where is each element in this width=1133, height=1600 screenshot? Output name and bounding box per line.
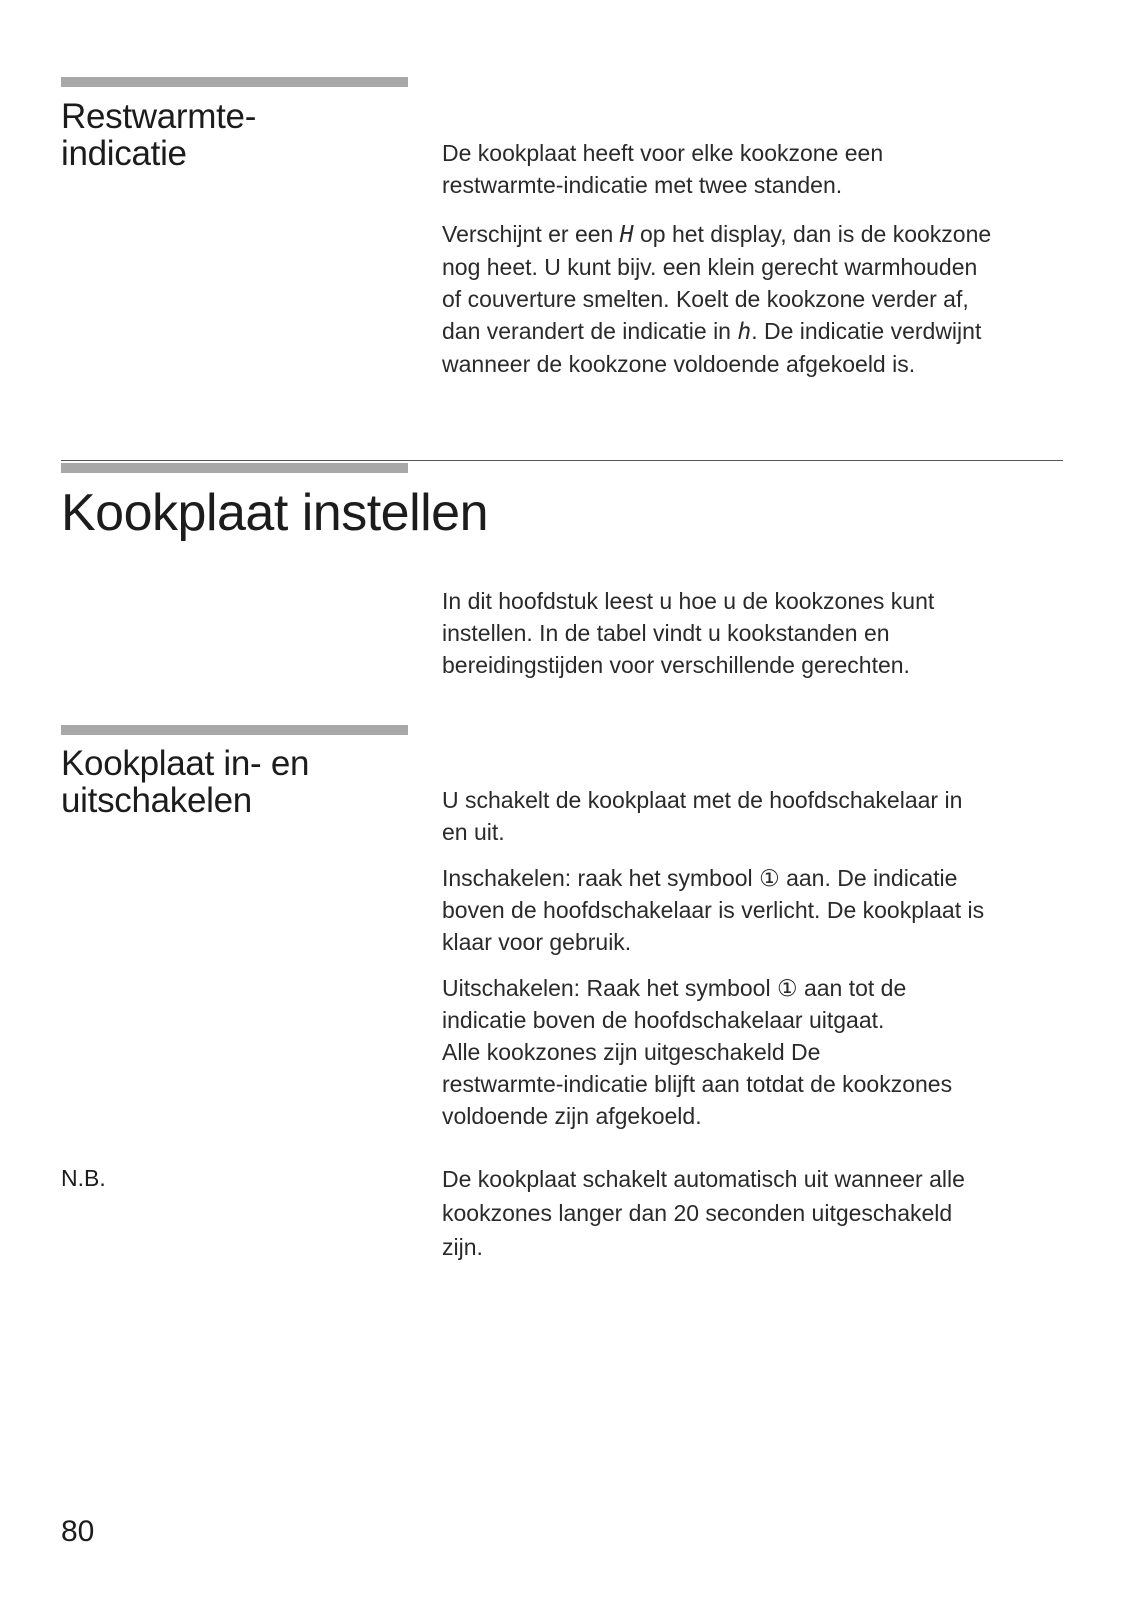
text-fragment: . De indicatie verdwijnt	[751, 318, 982, 344]
power-icon: ①	[776, 975, 798, 1001]
page-number: 80	[61, 1515, 95, 1548]
text-fragment: aan tot de	[797, 975, 907, 1001]
note-label: N.B.	[61, 1165, 106, 1191]
text-fragment: op het display, dan is de kookzone	[633, 221, 992, 247]
section-divider-bar	[61, 77, 408, 87]
power-icon: ①	[759, 865, 780, 891]
text-line: restwarmte-indicatie met twee standen.	[442, 172, 843, 198]
display-H-icon: H	[619, 222, 634, 248]
text-fragment: Inschakelen: raak het symbool	[442, 865, 760, 891]
paragraph	[442, 218, 1072, 380]
text-line	[442, 972, 1072, 1004]
text-line: wanneer de kookzone voldoende afgekoeld is.	[442, 351, 916, 377]
chapter-intro	[442, 585, 1072, 695]
section-divider-bar	[61, 463, 408, 473]
paragraph	[442, 972, 1072, 1132]
text-line: boven de hoofdschakelaar is verlicht. De kookplaat is	[442, 897, 985, 923]
text-line: U schakelt de kookplaat met de hoofdschakelaar in	[442, 787, 963, 813]
paragraph	[442, 137, 1072, 201]
heading-line: indicatie	[61, 134, 187, 173]
chapter-title: Kookplaat instellen	[61, 484, 489, 542]
text-line: bereidingstijden voor verschillende gerechten.	[442, 652, 910, 678]
paragraph	[442, 585, 1072, 681]
inuitschakelen-body	[442, 784, 1072, 1146]
text-line: klaar voor gebruik.	[442, 929, 632, 955]
text-line	[442, 862, 1072, 894]
note-text	[442, 1162, 1072, 1278]
text-line: nog heet. U kunt bijv. een klein gerecht warmhouden	[442, 254, 978, 280]
chapter-rule	[61, 460, 1063, 461]
text-fragment: Verschijnt er een	[442, 221, 620, 247]
text-line: restwarmte-indicatie blijft aan totdat de kookzones	[442, 1071, 953, 1097]
heading-line: Kookplaat in- en	[61, 744, 310, 783]
text-line: De kookplaat heeft voor elke kookzone een	[442, 140, 884, 166]
text-fragment: dan verandert de indicatie in	[442, 318, 738, 344]
text-line: en uit.	[442, 819, 505, 845]
text-line: voldoende zijn afgekoeld.	[442, 1103, 702, 1129]
section-divider-bar	[61, 725, 408, 735]
section-heading-inuitschakelen	[61, 745, 309, 819]
text-line	[442, 315, 1072, 348]
text-fragment: Uitschakelen: Raak het symbool	[442, 975, 777, 1001]
paragraph	[442, 784, 1072, 848]
text-fragment: aan. De indicatie	[779, 865, 958, 891]
restwarmte-body	[442, 137, 1072, 394]
text-line: De kookplaat schakelt automatisch uit wanneer alle	[442, 1166, 965, 1192]
text-line: kookzones langer dan 20 seconden uitgeschakeld	[442, 1200, 953, 1226]
heading-line: uitschakelen	[61, 781, 252, 820]
paragraph	[442, 862, 1072, 958]
text-line: indicatie boven de hoofdschakelaar uitgaat.	[442, 1007, 885, 1033]
text-line: In dit hoofdstuk leest u hoe u de kookzones kunt	[442, 588, 935, 614]
display-h-icon: h	[737, 319, 752, 345]
text-line: of couverture smelten. Koelt de kookzone verder af,	[442, 286, 969, 312]
text-line: zijn.	[442, 1234, 483, 1260]
text-line	[442, 218, 1072, 251]
text-line: Alle kookzones zijn uitgeschakeld De	[442, 1039, 821, 1065]
section-heading-restwarmte	[61, 98, 256, 172]
heading-line: Restwarmte-	[61, 97, 257, 136]
paragraph	[442, 1162, 1072, 1264]
text-line: instellen. In de tabel vindt u kookstanden en	[442, 620, 890, 646]
